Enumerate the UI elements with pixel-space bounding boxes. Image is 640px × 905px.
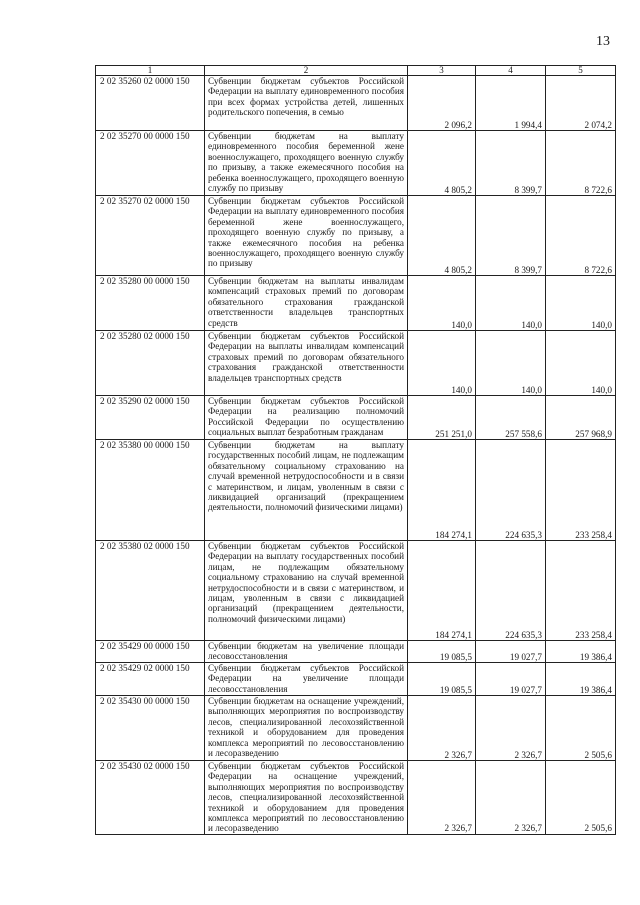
- row-name: Субвенции бюджетам субъектов Российской Федерации на оснащение учреждений, выполняющих мероприятия по воспроизводству лесов, специализированной лесохозяйственной техникой и оборудованием для проведения комплекса мероприятий по лесовосстановлению и лесоразведению: [205, 761, 408, 835]
- row-value-col5: 233 258,4: [546, 541, 616, 641]
- row-value-col3: 19 085,5: [408, 663, 476, 696]
- row-value-col4: 2 326,7: [476, 696, 546, 761]
- row-value-col3: 251 251,0: [408, 396, 476, 440]
- column-header: 1: [96, 66, 205, 76]
- table-row: [96, 440, 616, 541]
- row-name: Субвенции бюджетам на выплату государственных пособий лицам, не подлежащим обязательному социальному страхованию на случай временной нетрудоспособности и в связи с материнством, и лицам, уволенным в связи с ликвидацией организаций (прекращением деятельности, полномочий физическими лицами): [205, 440, 408, 541]
- row-name: Субвенции бюджетам субъектов Российской Федерации на увеличение площади лесовосстановления: [205, 663, 408, 696]
- row-value-col5: 140,0: [546, 331, 616, 396]
- row-value-col3: 184 274,1: [408, 440, 476, 541]
- table-row: [96, 761, 616, 835]
- row-value-col4: 140,0: [476, 276, 546, 331]
- row-code: 2 02 35380 00 0000 150: [96, 440, 205, 541]
- row-value-col4: 257 558,6: [476, 396, 546, 440]
- row-value-col5: 8 722,6: [546, 131, 616, 196]
- row-code: 2 02 35270 02 0000 150: [96, 196, 205, 276]
- table-row: [96, 663, 616, 696]
- row-code: 2 02 35430 00 0000 150: [96, 696, 205, 761]
- row-code: 2 02 35280 00 0000 150: [96, 276, 205, 331]
- row-value-col3: 2 326,7: [408, 696, 476, 761]
- row-value-col4: 19 027,7: [476, 641, 546, 663]
- table-row: [96, 196, 616, 276]
- table-row: [96, 696, 616, 761]
- table-header-row: [96, 66, 616, 76]
- table-body: [96, 76, 616, 835]
- row-value-col5: 8 722,6: [546, 196, 616, 276]
- table-row: [96, 541, 616, 641]
- row-value-col5: 2 074,2: [546, 76, 616, 131]
- row-name: Субвенции бюджетам на выплаты инвалидам компенсаций страховых премий по договорам обязательного страхования гражданской ответственности владельцев транспортных средств: [205, 276, 408, 331]
- row-name: Субвенции бюджетам на выплату единовременного пособия беременной жене военнослужащего, проходящего военную службу по призыву, а также ежемесячного пособия на ребенка военнослужащего, проходящего военную службу по призыву: [205, 131, 408, 196]
- row-value-col5: 2 505,6: [546, 761, 616, 835]
- row-value-col4: 140,0: [476, 331, 546, 396]
- column-header: 2: [205, 66, 408, 76]
- row-value-col4: 2 326,7: [476, 761, 546, 835]
- row-value-col3: 19 085,5: [408, 641, 476, 663]
- row-value-col5: 2 505,6: [546, 696, 616, 761]
- table-row: [96, 641, 616, 663]
- table-row: [96, 331, 616, 396]
- row-value-col5: 19 386,4: [546, 641, 616, 663]
- table-row: [96, 131, 616, 196]
- row-value-col4: 1 994,4: [476, 76, 546, 131]
- row-value-col3: 2 096,2: [408, 76, 476, 131]
- row-value-col4: 8 399,7: [476, 196, 546, 276]
- row-name: Субвенции бюджетам субъектов Российской Федерации на выплату государственных пособий лицам, не подлежащим обязательному социальному страхованию на случай временной нетрудоспособности и в связи с материнством, и лицам, уволенным в связи с ликвидацией организаций (прекращением деятельности, полномочий физическими лицами): [205, 541, 408, 641]
- column-header: 5: [546, 66, 616, 76]
- row-code: 2 02 35430 02 0000 150: [96, 761, 205, 835]
- table-row: [96, 396, 616, 440]
- column-header: 3: [408, 66, 476, 76]
- page-number: 13: [596, 34, 610, 49]
- row-value-col3: 4 805,2: [408, 196, 476, 276]
- row-value-col5: 233 258,4: [546, 440, 616, 541]
- row-code: 2 02 35290 02 0000 150: [96, 396, 205, 440]
- row-code: 2 02 35270 00 0000 150: [96, 131, 205, 196]
- row-name: Субвенции бюджетам на оснащение учреждений, выполняющих мероприятия по воспроизводству лесов, специализированной лесохозяйственной техникой и оборудованием для проведения комплекса мероприятий по лесовосстановлению и лесоразведению: [205, 696, 408, 761]
- table-row: [96, 76, 616, 131]
- budget-table: [95, 65, 616, 835]
- row-name: Субвенции бюджетам субъектов Российской Федерации на выплаты инвалидам компенсаций страховых премий по договорам обязательного страхования гражданской ответственности владельцев транспортных средств: [205, 331, 408, 396]
- row-code: 2 02 35260 02 0000 150: [96, 76, 205, 131]
- row-value-col4: 19 027,7: [476, 663, 546, 696]
- column-header: 4: [476, 66, 546, 76]
- row-code: 2 02 35380 02 0000 150: [96, 541, 205, 641]
- row-code: 2 02 35429 02 0000 150: [96, 663, 205, 696]
- row-value-col3: 140,0: [408, 331, 476, 396]
- row-value-col5: 19 386,4: [546, 663, 616, 696]
- row-value-col4: 8 399,7: [476, 131, 546, 196]
- row-code: 2 02 35280 02 0000 150: [96, 331, 205, 396]
- row-value-col5: 140,0: [546, 276, 616, 331]
- row-name: Субвенции бюджетам субъектов Российской Федерации на реализацию полномочий Российской Федерации по осуществлению социальных выплат безработным гражданам: [205, 396, 408, 440]
- row-value-col3: 140,0: [408, 276, 476, 331]
- row-value-col3: 4 805,2: [408, 131, 476, 196]
- table-row: [96, 276, 616, 331]
- row-name: Субвенции бюджетам субъектов Российской Федерации на выплату единовременного пособия беременной жене военнослужащего, проходящего военную службу по призыву, а также ежемесячного пособия на ребенка военнослужащего, проходящего военную службу по призыву: [205, 196, 408, 276]
- row-name: Субвенции бюджетам субъектов Российской Федерации на выплату единовременного пособия при всех формах устройства детей, лишенных родительского попечения, в семью: [205, 76, 408, 131]
- row-name: Субвенции бюджетам на увеличение площади лесовосстановления: [205, 641, 408, 663]
- row-value-col3: 184 274,1: [408, 541, 476, 641]
- row-value-col4: 224 635,3: [476, 440, 546, 541]
- row-value-col4: 224 635,3: [476, 541, 546, 641]
- row-value-col5: 257 968,9: [546, 396, 616, 440]
- row-value-col3: 2 326,7: [408, 761, 476, 835]
- row-code: 2 02 35429 00 0000 150: [96, 641, 205, 663]
